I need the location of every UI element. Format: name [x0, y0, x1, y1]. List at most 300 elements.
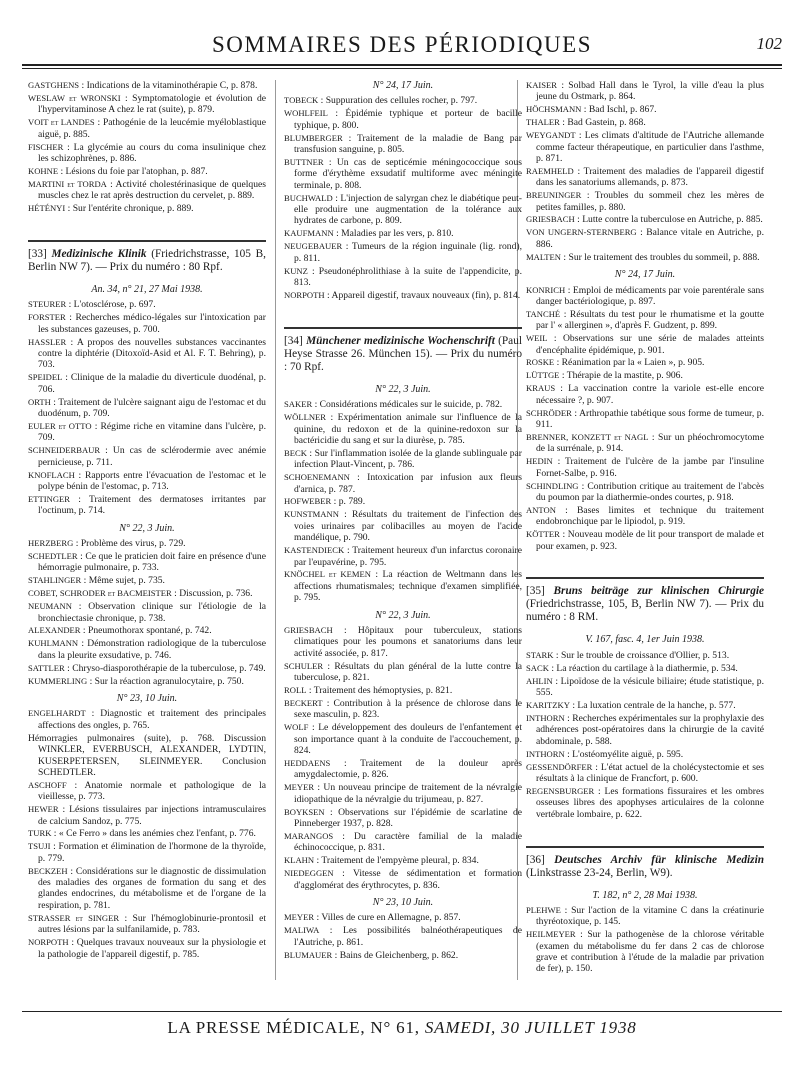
entry-author: HEILMEYER	[526, 929, 576, 940]
index-entry: KLAHN : Traitement de l'empyème pleural, p. 834.	[284, 855, 479, 867]
index-entry: BUCHWALD : L'injection de salyrgan chez le diabétique peut-elle produire une augmentation de la tolérance aux hydrates de carbone, p. 809.	[284, 192, 522, 227]
journal-heading	[526, 854, 764, 880]
index-entry: ORTH : Traitement de l'ulcère saignant aigu de l'estomac et du duodénum, p. 709.	[28, 396, 266, 420]
entry-title: Recherches médico-légales sur l'intoxication par les substances gazeuses, p. 700.	[38, 312, 266, 335]
index-entry: NEUMANN : Observation clinique sur l'étiologie de la bronchiectasie chronique, p. 738.	[28, 601, 266, 624]
entry-author: SCHOENEMANN	[284, 472, 350, 483]
entry-title: Maladies par les vers, p. 810.	[341, 228, 454, 240]
entry-title: Un nouveau principe de traitement de la névralgie idiopathique de la névralgie du trijumeau, p. 827.	[294, 782, 522, 805]
index-entry: KONRICH : Emploi de médicaments par voie parentérale sans danger bactériologique, p. 897.	[526, 284, 765, 307]
entry-author: KUHLMANN	[28, 638, 79, 649]
entry-title: Vitesse de sédimentation et formation d'agglomérat des érythrocytes, p. 836.	[294, 868, 522, 891]
index-entry: KNÖCHEL et KEMEN : La réaction de Weltmann dans les affections rhumatismales; technique d'examen simplifiée, p. 795.	[284, 569, 522, 604]
journal-address: (Friedrichstrasse, 105 B, Berlin NW 7). — Prix du numéro : 80 Rpf.	[28, 247, 266, 273]
index-entry: BECKZEH : Considérations sur le diagnostic de dissimulation des maladies des organes de formation du sang et des glandes endocrines, du métabolisme et de l'organe de la respiration, p. 781.	[28, 865, 266, 911]
issue-heading: N° 22, 3 Juin.	[375, 383, 431, 395]
journal-address: (Paul Heyse Strasse 26. München 15). — Prix du numéro : 70 Rpf.	[284, 334, 522, 373]
entry-title: Démonstration radiologique de la tuberculose dans la pleurite exsudative, p. 746.	[38, 638, 266, 661]
entry-title: Intoxication par infusion aux fleurs d'arnica, p. 787.	[294, 472, 522, 495]
entry-author: THALER	[526, 117, 560, 128]
index-entry: ROSKE : Réanimation par la « Laien », p. 905.	[526, 357, 705, 369]
entry-author: SCHNEIDERBAUR	[28, 445, 101, 456]
entry-list	[526, 905, 764, 975]
entry-title: Indications de la vitaminothérapie C, p. 878.	[86, 80, 258, 91]
column-1	[28, 80, 266, 961]
entry-title: Traitement de la maladie de Bang par transfusion sanguine, p. 805.	[294, 132, 522, 156]
index-entry: KÖTTER : Nouveau modèle de lit pour transport de malade et pour examen, p. 923.	[526, 529, 764, 552]
entry-author: LÜTTGE	[526, 370, 560, 381]
index-entry: MARTINI et TORDA : Activité cholestérinasique de quelques muscles chez le rat après destruction du cervelet, p. 889.	[28, 178, 266, 202]
entry-title: Observation clinique sur l'étiologie de la bronchiectasie chronique, p. 738.	[38, 601, 266, 624]
entry-title: Quelques travaux nouveaux sur la physiologie et la pathologie de l'appareil digestif, p. 785.	[38, 937, 266, 960]
entry-author: INTHORN	[526, 712, 565, 723]
entry-title: Symptomatologie et évolution de l'hypervitaminose A chez le rat (suite), p. 879.	[38, 92, 266, 116]
entry-author: STRASSER et SINGER	[28, 912, 120, 923]
index-entry: KAUFMANN : Maladies par les vers, p. 810.	[284, 228, 454, 240]
index-entry: ALEXANDER : Pneumothorax spontané, p. 742.	[28, 625, 212, 637]
entry-author: FISCHER	[28, 141, 64, 152]
entry-title: Régime riche en vitamine dans l'ulcère, p. 709.	[38, 420, 266, 444]
journal-number: [35]	[526, 585, 545, 598]
entry-title: Rapports entre l'évacuation de l'estomac et le polype bénin de l'estomac, p. 713.	[38, 469, 266, 492]
index-entry: PLEHWE : Sur l'action de la vitamine C dans la créatinurie thyréotoxique, p. 145.	[526, 904, 764, 928]
entry-author: WOHLFEIL	[284, 108, 328, 119]
index-entry: BUTTNER : Un cas de septicémie méningococcique sous forme d'érythème exsudatif multiforme avec méningite terminale, p. 808.	[284, 156, 522, 191]
entry-title: Expérimentation animale sur l'influence de la quinine, du redoxon et de la quinine-redoxon sur la bactéricidie du sang et sur la diurèse, p. 785.	[294, 412, 522, 446]
journal-name: Medizinische Klinik	[51, 247, 147, 260]
entry-title: Recherches expérimentales sur la prophylaxie des adhérences post-opératoires dans la chirurgie de la cavité abdominale, p. 588.	[536, 712, 764, 747]
entry-title: Lipoïdose de la vésicule biliaire; étude statistique, p. 555.	[536, 675, 764, 699]
entry-author: SACK	[526, 662, 549, 673]
entry-author: BECKERT	[284, 697, 323, 708]
journal-name: Deutsches Archiv für klinische Medizin	[554, 853, 764, 866]
entry-author: KNÖCHEL et KEMEN	[284, 569, 371, 580]
entry-title: Traitement de l'ulcère saignant aigu de l'estomac et du duodénum, p. 709.	[38, 396, 266, 420]
entry-author: MALIWA	[284, 925, 320, 936]
entry-author: GASTGHENS	[28, 80, 80, 90]
entry-author: WOLF	[284, 722, 309, 733]
index-entry: KOHNE : Lésions du foie par l'atophan, p. 887.	[28, 165, 208, 177]
index-entry: RAEMHELD : Traitement des maladies de l'appareil digestif dans les sanatoriums allemands, p. 873.	[526, 165, 764, 189]
entry-title: Bains de Gleichenberg, p. 862.	[339, 949, 459, 961]
entry-author: FORSTER	[28, 312, 66, 323]
entry-title: Contribution critique au traitement de l'abcès du poumon par la diathermie-ondes courtes, p. 918.	[536, 480, 764, 503]
entry-author: ROLL	[284, 685, 307, 696]
entry-author: ENGELHARDT	[28, 708, 86, 719]
index-entry: KUMMERLING : Sur la réaction agranulocytaire, p. 750.	[28, 675, 244, 687]
entry-author: SCHINDLING	[526, 480, 579, 491]
entry-title: Discussion, p. 736.	[179, 588, 253, 600]
journal-heading	[526, 585, 764, 624]
entry-author: MALTEN	[526, 251, 562, 262]
entry-title: Bad Ischl, p. 867.	[588, 104, 657, 116]
entry-title: Hôpitaux pour tuberculeux, stations climatiques pour les poumons et sanatoriums dans leur activité associée, p. 817.	[294, 625, 523, 659]
entry-author: BLUMBERGER	[284, 132, 343, 143]
column-2	[284, 80, 522, 963]
entry-author: KASTENDIECK	[284, 545, 345, 556]
entry-title: Considérations médicales sur le suicide, p. 782.	[319, 399, 503, 411]
page-title: SOMMAIRES DES PÉRIODIQUES	[212, 32, 592, 57]
index-entry: HEILMEYER : Sur la pathogenèse de la chlorose véritable (examen du métabolisme du fer dans 2 cas de chlorose grave et contribution à l'étude de la maladie par privation de fer), p. 150.	[526, 929, 764, 975]
entry-author: STARK	[526, 649, 554, 660]
entry-title: Considérations sur le diagnostic de dissimulation des maladies des organes de formation du sang et des glandes endocrines, du métabolisme et de l'organe de la respiration, p. 781.	[38, 865, 266, 911]
entry-title: Lésions du foie par l'atophan, p. 887.	[65, 165, 208, 177]
entry-title: Sur l'inflammation isolée de la glande sublinguale par infection Plaut-Vincent, p. 786.	[294, 447, 522, 471]
index-entry: NORPOTH : Appareil digestif, travaux nouveaux (fin), p. 814.	[284, 289, 521, 301]
entry-title: L'ostéomyélite aiguë, p. 595.	[572, 748, 684, 760]
page-header	[22, 28, 782, 62]
entry-author: ASCHOFF	[28, 779, 67, 790]
index-entry: STAHLINGER : Même sujet, p. 735.	[28, 575, 165, 587]
issue-heading: An. 34, n° 21, 27 Mai 1938.	[91, 283, 203, 295]
entry-author: SCHULER	[284, 660, 324, 671]
entry-author: TSUJI	[28, 841, 51, 852]
entry-author: WEIL	[526, 333, 548, 344]
entry-author: HEWER	[28, 804, 59, 815]
index-entry	[28, 733, 266, 779]
entry-title: Appareil digestif, travaux nouveaux (fin), p. 814.	[331, 289, 521, 301]
entry-author: HÉTÉNYI	[28, 203, 66, 214]
index-entry: HÉTÉNYI : Sur l'entérite chronique, p. 889.	[28, 203, 194, 215]
index-entry: BLUMAUER : Bains de Gleichenberg, p. 862.	[284, 949, 459, 961]
entry-list	[28, 708, 266, 960]
index-entry: GRIESBACH : Hôpitaux pour tuberculeux, stations climatiques pour les poumons et sanatoriums dans leur activité associée, p. 817.	[284, 625, 523, 659]
index-entry: KUHLMANN : Démonstration radiologique de la tuberculose dans la pleurite exsudative, p. 746.	[28, 638, 266, 661]
index-entry: INTHORN : L'ostéomyélite aiguë, p. 595.	[526, 748, 684, 760]
entry-list	[28, 80, 266, 214]
index-entry: FISCHER : La glycémie au cours du coma insulinique chez les schizophrènes, p. 886.	[28, 141, 267, 164]
index-entry: LÜTTGE : Thérapie de la mastite, p. 906.	[526, 370, 683, 382]
entry-title: Lutte contre la tuberculose en Autriche, p. 885.	[582, 214, 763, 226]
entry-title: Résultats du plan général de la lutte contre la tuberculose, p. 821.	[294, 660, 522, 684]
entry-title: Un cas de sclérodermie avec anémie pernicieuse, p. 711.	[38, 445, 266, 468]
entry-author: SATTLER	[28, 662, 65, 673]
index-entry: SCHULER : Résultats du plan général de la lutte contre la tuberculose, p. 821.	[284, 660, 522, 684]
journal-header-35	[526, 577, 764, 628]
entry-title: L'injection de salyrgan chez le diabétique peut-elle produire une augmentation de la tolérance aux hydrates de carbone, p. 809.	[294, 192, 522, 227]
index-entry: KAISER : Solbad Hall dans le Tyrol, la ville d'eau la plus jeune du Ostmark, p. 864.	[526, 80, 764, 103]
entry-title: Traitement des maladies de l'appareil digestif dans les sanatoriums allemands, p. 873.	[536, 165, 764, 189]
page-number: 102	[756, 34, 782, 53]
entry-title: Bad Gastein, p. 868.	[567, 117, 646, 129]
entry-title: Traitement de l'empyème pleural, p. 834.	[321, 855, 479, 867]
entry-title: Sur la pathogenèse de la chlorose véritable (examen du métabolisme du fer dans 2 cas de chlorose grave et contribution à l'étude de la maladie par privation de fer), p. 150.	[536, 929, 764, 975]
entry-title: Traitement heureux d'un infarctus coronaire par l'eupavérine, p. 795.	[294, 545, 522, 568]
index-entry: BOYKSEN : Observations sur l'épidémie de scarlatine de Pinneberger 1937, p. 828.	[284, 806, 522, 830]
entry-title: Problème des virus, p. 729.	[80, 538, 186, 550]
entry-author: STAHLINGER	[28, 575, 82, 586]
index-entry: SAKER : Considérations médicales sur le suicide, p. 782.	[284, 399, 503, 411]
entry-title: Du caractère familial de la maladie échinococcique, p. 831.	[294, 830, 523, 854]
index-entry: WOHLFEIL : Épidémie typhique et porteur de bacille typhique, p. 800.	[284, 108, 522, 131]
index-entry: TSUJI : Formation et élimination de l'hormone de la thyroïde, p. 779.	[28, 841, 266, 864]
entry-list	[284, 95, 522, 301]
entry-author: BLUMAUER	[284, 949, 333, 960]
entry-author: WÖLLNER	[284, 412, 327, 423]
entry-author: KUMMERLING	[28, 675, 88, 686]
entry-author: GRIESBACH	[284, 625, 333, 636]
index-entry: EULER et OTTO : Régime riche en vitamine dans l'ulcère, p. 709.	[28, 420, 266, 444]
entry-title: Chryso-diasporothérapie de la tuberculose, p. 749.	[72, 662, 266, 674]
entry-author: SAKER	[284, 399, 313, 410]
journal-header-33	[28, 240, 266, 278]
entry-title: Sur l'hémoglobinurie-prontosil et autres lésions par la sulfanilamide, p. 783.	[38, 912, 266, 936]
entry-author: STEURER	[28, 299, 67, 310]
entry-list	[28, 538, 266, 687]
entry-title: La réaction de Weltmann dans les affections rhumatismales; technique d'examen simplifiée, p. 795.	[294, 569, 522, 604]
index-entry: SCHOENEMANN : Intoxication par infusion aux fleurs d'arnica, p. 787.	[284, 472, 522, 495]
entry-author: KUNZ	[284, 265, 308, 276]
index-entry: NORPOTH : Quelques travaux nouveaux sur la physiologie et la pathologie de l'appareil digestif, p. 785.	[28, 937, 266, 960]
index-entry: HOFWEBER : p. 789.	[284, 496, 366, 508]
index-entry: HASSLER : A propos des nouvelles substances vaccinantes contre la diphtérie (Ditoxoïd-Asid et Al. F. T. Behring), p. 703.	[28, 336, 266, 371]
issue-heading: N° 24, 17 Juin.	[614, 269, 676, 281]
issue-heading: N° 24, 17 Juin.	[372, 80, 434, 91]
footer-publication: LA PRESSE MÉDICALE, N° 61,	[167, 1018, 420, 1037]
entry-author: ORTH	[28, 396, 51, 407]
issue-heading: N° 22, 3 Juin.	[375, 609, 431, 621]
header-rule	[22, 64, 782, 66]
entry-author: HÖCHSMANN	[526, 104, 582, 115]
entry-author: REGENSBURGER	[526, 785, 595, 796]
index-entry: KASTENDIECK : Traitement heureux d'un infarctus coronaire par l'eupavérine, p. 795.	[284, 545, 522, 568]
index-entry: STARK : Sur le trouble de croissance d'Ollier, p. 513.	[526, 649, 730, 661]
entry-author: HASSLER	[28, 336, 67, 347]
entry-title: Traitement de l'ulcère de la jambe par l'insuline Fornet-Salbe, p. 916.	[536, 456, 764, 479]
entry-author: AHLIN	[526, 675, 553, 686]
entry-author: PLEHWE	[526, 904, 561, 915]
entry-title: Pseudonéphrolithiase à la suite de l'appendicite, p. 813.	[294, 265, 522, 288]
entry-author: MEYER	[284, 912, 315, 923]
entry-title: L'état actuel de la cholécystectomie et ses résultats à la clinique de Francfort, p. 600.	[536, 761, 764, 784]
entry-author: INTHORN	[526, 748, 565, 759]
entry-author: NIEDEGGEN	[284, 868, 334, 879]
entry-title: Épidémie typhique et porteur de bacille typhique, p. 800.	[294, 108, 522, 131]
entry-title: Sur la réaction agranulocytaire, p. 750.	[94, 675, 244, 687]
entry-title: Sur un phéochromocytome de la surrénale, p. 914.	[536, 431, 764, 455]
entry-list	[28, 299, 266, 516]
entry-title: Solbad Hall dans le Tyrol, la ville d'eau la plus jeune du Ostmark, p. 864.	[536, 80, 764, 103]
entry-author: RAEMHELD	[526, 165, 574, 176]
journal-name: Bruns beiträge zur klinischen Chirurgie	[553, 585, 764, 598]
entry-title: Traitement des dermatoses irritantes par l'octinum, p. 714.	[38, 493, 267, 517]
index-entry: SCHEDTLER : Ce que le praticien doit faire en présence d'une hémorragie pulmonaire, p. 733.	[28, 551, 266, 574]
entry-author: TURK	[28, 828, 52, 839]
index-entry: TANCHÉ : Résultats du test pour le rhumatisme et la goutte par l' « allerginen », d'après F. Gudzent, p. 899.	[526, 308, 764, 332]
entry-list	[526, 650, 764, 820]
entry-author: ANTON	[526, 504, 556, 515]
entry-title: « Ce Ferro » dans les anémies chez l'enfant, p. 776.	[58, 828, 256, 840]
entry-title: Résultats du test pour le rhumatisme et la goutte par l' « allerginen », d'après F. Gudzent, p. 899.	[536, 308, 764, 332]
entry-title: Les climats d'altitude de l'Autriche allemande comme facteur thérapeutique, en particulier dans l'asthme, p. 871.	[536, 130, 764, 164]
entry-author: MEYER	[284, 782, 315, 793]
index-entry: TURK : « Ce Ferro » dans les anémies chez l'enfant, p. 776.	[28, 828, 256, 840]
entry-author: KOHNE	[28, 165, 59, 176]
entry-title: p. 789.	[338, 496, 366, 508]
entry-author: KÖTTER	[526, 529, 560, 540]
entry-author: VOIT et LANDES	[28, 117, 95, 128]
index-entry: COBET, SCHRODER et BACMEISTER : Discussion, p. 736.	[28, 588, 253, 600]
index-entry: VOIT et LANDES : Pathogénie de la leucémie myéloblastique aiguë, p. 885.	[28, 117, 266, 140]
entry-author: BREUNINGER	[526, 190, 582, 201]
entry-author: WESLAW et WRONSKI	[28, 92, 121, 103]
index-entry: VON UNGERN-STERNBERG : Balance vitale en Autriche, p. 886.	[526, 227, 764, 250]
entry-author: NEUGEBAUER	[284, 241, 343, 252]
index-entry: SCHRÖDER : Arthropathie tabétique sous forme de tumeur, p. 911.	[526, 407, 764, 430]
entry-author: HOFWEBER	[284, 496, 332, 507]
entry-title: La vaccination contre la variole est-elle encore nécessaire ?, p. 907.	[536, 383, 764, 406]
entry-author: KRAUS	[526, 383, 556, 394]
entry-list	[284, 912, 522, 961]
entry-title: Arthropathie tabétique sous forme de tumeur, p. 911.	[536, 407, 764, 430]
entry-author: NORPOTH	[28, 937, 69, 948]
index-entry: FORSTER : Recherches médico-légales sur l'intoxication par les substances gazeuses, p. 700.	[28, 312, 266, 335]
index-entry: HEWER : Lésions tissulaires par injections intramusculaires de calcium Sandoz, p. 775.	[28, 804, 266, 827]
entry-title: Le développement des douleurs de l'enfantement et son importance quant à la conduite de l'accouchement, p. 824.	[294, 722, 522, 757]
index-entry: STEURER : L'otosclérose, p. 697.	[28, 299, 156, 311]
index-entry: KUNZ : Pseudonéphrolithiase à la suite de l'appendicite, p. 813.	[284, 265, 522, 288]
entry-author: MARANGOS	[284, 830, 334, 841]
index-entry: KUNSTMANN : Résultats du traitement de l'infection des voies urinaires par colibacilles au moyen de l'acide mandélique, p. 790.	[284, 509, 522, 544]
index-entry: BECK : Sur l'inflammation isolée de la glande sublinguale par infection Plaut-Vincent, p. 786.	[284, 447, 522, 471]
entry-title: Observations sur une série de malades atteints d'encéphalite épidémique, p. 901.	[536, 333, 764, 356]
entry-author: KAISER	[526, 80, 558, 90]
entry-author: BUCHWALD	[284, 192, 333, 203]
journal-header-34	[284, 327, 522, 378]
index-entry: MARANGOS : Du caractère familial de la maladie échinococcique, p. 831.	[284, 830, 523, 854]
entry-title: La luxation centrale de la hanche, p. 577.	[577, 699, 736, 711]
footer-rule	[22, 1011, 782, 1012]
entry-title: Traitement de la douleur après amygdalectomie, p. 826.	[294, 758, 522, 781]
header-rule-thin	[22, 68, 782, 69]
entry-author: KNOFLACH	[28, 469, 75, 480]
index-entry: BREUNINGER : Troubles du sommeil chez les mères de petites familles, p. 880.	[526, 190, 764, 213]
entry-title: Sur l'entérite chronique, p. 889.	[72, 203, 194, 215]
index-entry: GRIESBACH : Lutte contre la tuberculose en Autriche, p. 885.	[526, 214, 763, 226]
entry-author: MARTINI et TORDA	[28, 178, 107, 189]
journal-heading	[28, 248, 266, 274]
index-entry: GASTGHENS : Indications de la vitaminothérapie C, p. 878.	[28, 80, 258, 91]
index-entry: NIEDEGGEN : Vitesse de sédimentation et formation d'agglomérat des érythrocytes, p. 836.	[284, 868, 522, 891]
entry-author: SCHEDTLER	[28, 551, 78, 561]
entry-author: TOBECK	[284, 95, 319, 106]
entry-title: Lésions tissulaires par injections intramusculaires de calcium Sandoz, p. 775.	[38, 804, 266, 827]
journal-number: [33]	[28, 247, 47, 260]
entry-author: HEDDAENS	[284, 758, 331, 768]
entry-title: Hémorragies pulmonaires (suite), p. 768. Discussion WINKLER, EVERBUSCH, ALEXANDER, LYDTIN, KUSERPETERSEN, SLEINMEYER. Conclusion SCHEDTLER.	[28, 732, 266, 778]
entry-title: Tumeurs de la région inguinale (lig. rond), p. 811.	[294, 241, 522, 264]
index-entry: WÖLLNER : Expérimentation animale sur l'influence de la quinine, du redoxon et de la quinine-redoxon sur la bactéricidie du sang et sur la diurèse, p. 785.	[284, 412, 522, 446]
index-entry: AHLIN : Lipoïdose de la vésicule biliaire; étude statistique, p. 555.	[526, 675, 764, 699]
entry-title: Activité cholestérinasique de quelques muscles chez le rat après destruction du cervelet, p. 889.	[38, 178, 266, 202]
entry-title: L'otosclérose, p. 697.	[73, 299, 156, 311]
entry-title: Les formations fissuraires et les ombres osseuses libres des apophyses articulaires de la colonne vertébrale lombaire, p. 622.	[536, 785, 764, 820]
entry-title: Villes de cure en Allemagne, p. 857.	[321, 912, 461, 924]
index-entry: SACK : La réaction du cartilage à la diathermie, p. 534.	[526, 662, 738, 674]
index-entry: MEYER : Un nouveau principe de traitement de la névralgie idiopathique de la névralgie du trijumeau, p. 827.	[284, 782, 522, 805]
entry-title: La glycémie au cours du coma insulinique chez les schizophrènes, p. 886.	[38, 141, 267, 164]
entry-author: HEDIN	[526, 456, 553, 467]
footer-day: SAMEDI,	[424, 1018, 497, 1037]
index-entry: MEYER : Villes de cure en Allemagne, p. 857.	[284, 912, 461, 924]
entry-list	[284, 625, 522, 891]
entry-title: Pneumothorax spontané, p. 742.	[87, 625, 212, 637]
index-entry: ROLL : Traitement des hémoptysies, p. 821.	[284, 685, 453, 697]
entry-title: A propos des nouvelles substances vaccinantes contre la diphtérie (Ditoxoïd-Asid et Al. F. T. Behring), p. 703.	[38, 336, 266, 371]
journal-name: Münchener medizinische Wochenschrift	[306, 334, 495, 347]
index-entry: WEIL : Observations sur une série de malades atteints d'encéphalite épidémique, p. 901.	[526, 333, 764, 356]
entry-list	[526, 80, 764, 263]
entry-author: ROSKE	[526, 357, 555, 368]
index-entry: HEDIN : Traitement de l'ulcère de la jambe par l'insuline Fornet-Salbe, p. 916.	[526, 456, 764, 479]
issue-heading: N° 23, 10 Juin.	[372, 896, 434, 908]
entry-author: BECKZEH	[28, 865, 68, 876]
index-entry: THALER : Bad Gastein, p. 868.	[526, 117, 646, 129]
journal-header-36	[526, 846, 764, 884]
entry-author: KARITZKY	[526, 699, 570, 710]
entry-title: Sur le traitement des troubles du sommeil, p. 888.	[568, 251, 760, 263]
entry-author: COBET, SCHRODER et BACMEISTER	[28, 588, 172, 599]
entry-title: Même sujet, p. 735.	[88, 575, 165, 587]
journal-number: [36]	[526, 853, 545, 866]
page-footer	[22, 1018, 782, 1048]
column-divider	[275, 80, 276, 980]
entry-title: Résultats du traitement de l'infection des voies urinaires par colibacilles au moyen de l'acide mandélique, p. 790.	[294, 509, 522, 544]
entry-title: Ce que le praticien doit faire en présence d'une hémorragie pulmonaire, p. 733.	[38, 551, 266, 574]
issue-heading: N° 23, 10 Juin.	[116, 692, 178, 704]
entry-title: Emploi de médicaments par voie parentérale sans danger bactériologique, p. 897.	[536, 284, 765, 307]
index-entry: KARITZKY : La luxation centrale de la hanche, p. 577.	[526, 699, 736, 711]
index-entry: BLUMBERGER : Traitement de la maladie de Bang par transfusion sanguine, p. 805.	[284, 132, 522, 156]
entry-author: BRENNER, KONZETT et NAGL	[526, 431, 649, 442]
column-3	[526, 80, 764, 976]
index-entry: HEDDAENS : Traitement de la douleur après amygdalectomie, p. 826.	[284, 758, 522, 781]
entry-title: Sur le trouble de croissance d'Ollier, p. 513.	[560, 649, 730, 661]
index-entry: BECKERT : Contribution à la présence de chlorose dans le sexe masculin, p. 823.	[284, 697, 522, 721]
entry-author: KONRICH	[526, 284, 566, 295]
entry-title: Balance vitale en Autriche, p. 886.	[536, 227, 764, 250]
entry-author: KAUFMANN	[284, 228, 334, 239]
entry-author: EULER et OTTO	[28, 420, 92, 431]
index-entry: HERZBERG : Problème des virus, p. 729.	[28, 538, 186, 550]
index-entry: NEUGEBAUER : Tumeurs de la région inguinale (lig. rond), p. 811.	[284, 241, 522, 264]
index-entry: SATTLER : Chryso-diasporothérapie de la tuberculose, p. 749.	[28, 662, 266, 674]
issue-heading: T. 182, n° 2, 28 Mai 1938.	[592, 889, 698, 901]
entry-title: Formation et élimination de l'hormone de la thyroïde, p. 779.	[38, 841, 266, 864]
entry-title: Suppuration des cellules rocher, p. 797.	[325, 95, 478, 107]
entry-author: SPEIDEL	[28, 372, 63, 383]
index-entry: BRENNER, KONZETT et NAGL : Sur un phéochromocytome de la surrénale, p. 914.	[526, 431, 764, 455]
issue-heading: V. 167, fasc. 4, 1er Juin 1938.	[585, 634, 705, 646]
entry-author: ETTINGER	[28, 493, 71, 504]
entry-title: Thérapie de la mastite, p. 906.	[566, 370, 683, 382]
entry-title: La réaction du cartilage à la diathermie, p. 534.	[556, 662, 738, 674]
index-entry: GESSENDÖRFER : L'état actuel de la cholécystectomie et ses résultats à la clinique de Francfort, p. 600.	[526, 761, 764, 784]
index-entry: STRASSER et SINGER : Sur l'hémoglobinurie-prontosil et autres lésions par la sulfanilamide, p. 783.	[28, 912, 266, 936]
entry-list	[284, 399, 522, 603]
index-entry: INTHORN : Recherches expérimentales sur la prophylaxie des adhérences post-opératoires dans la chirurgie de la cavité abdominale, p. 588.	[526, 712, 764, 747]
entry-author: KUNSTMANN	[284, 509, 339, 520]
entry-title: Clinique de la maladie du diverticule duodénal, p. 706.	[38, 372, 266, 395]
index-entry: KNOFLACH : Rapports entre l'évacuation de l'estomac et le polype bénin de l'estomac, p. 713.	[28, 469, 266, 492]
entry-title: Diagnostic et traitement des principales affections des ongles, p. 765.	[38, 708, 266, 731]
index-entry: SCHNEIDERBAUR : Un cas de sclérodermie avec anémie pernicieuse, p. 711.	[28, 445, 266, 468]
entry-author: BECK	[284, 447, 307, 458]
entry-author: WEYGANDT	[526, 130, 576, 141]
index-entry: MALIWA : Les possibilités balnéothérapeutiques de l'Autriche, p. 861.	[284, 925, 522, 948]
index-entry: REGENSBURGER : Les formations fissuraires et les ombres osseuses libres des apophyses articulaires de la colonne vertébrale lombaire, p. 622.	[526, 785, 764, 820]
entry-title: Troubles du sommeil chez les mères de petites familles, p. 880.	[536, 190, 764, 213]
